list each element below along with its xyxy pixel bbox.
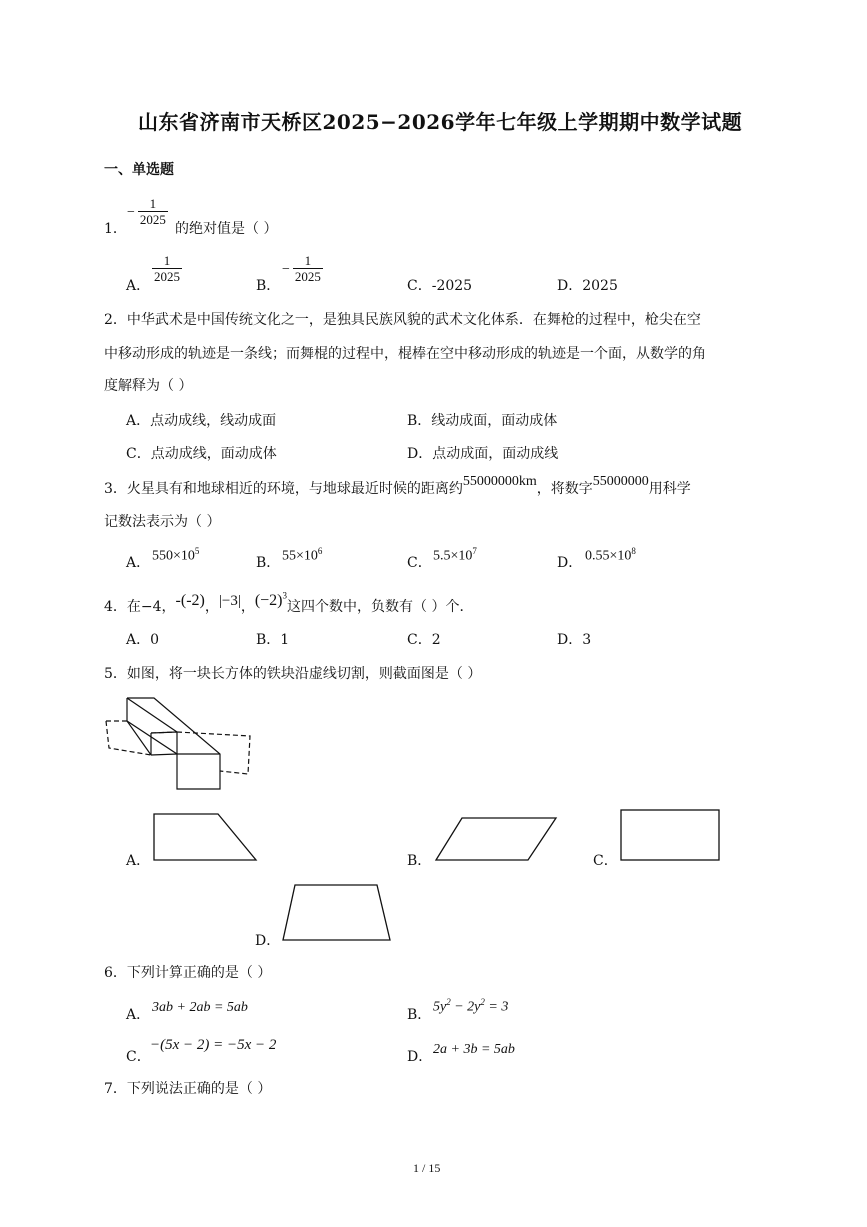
cuboid-figure — [104, 696, 252, 792]
option-b: B．1 — [256, 632, 290, 648]
option-a-label: A． — [126, 1007, 151, 1023]
question-stem: 6．下列计算正确的是（ ） — [104, 965, 272, 981]
option-b-label: B． — [256, 555, 281, 571]
option-b-label: B． — [256, 278, 281, 294]
option-c: C．点动成线，面动成体 — [126, 446, 277, 462]
option-c-label: C． — [126, 1049, 151, 1065]
option-a-label: A． — [126, 853, 151, 869]
option-d-value: $0.55\times 10^8$ — [585, 546, 636, 564]
option-c-label: C． — [407, 555, 432, 571]
option-b-value: $5y^2 - 2y^2 = 3$ — [433, 997, 509, 1015]
option-b-value: − $\frac{1}{2025}$ — [282, 253, 321, 284]
option-a-label: A． — [126, 278, 151, 294]
option-d-label: D． — [557, 555, 583, 571]
page-number: 1 / 15 — [413, 1161, 441, 1175]
option-d-value: 2a + 3b = 5ab — [433, 1042, 515, 1057]
option-a-value: 3ab + 2ab = 5ab — [152, 1000, 248, 1015]
option-a: A．点动成线，线动成面 — [126, 413, 277, 429]
option-a-value: $\frac{1}{2025}$ — [154, 253, 180, 284]
option-c-value: $5.5\times 10^7$ — [433, 546, 477, 564]
section-heading: 一、单选题 — [104, 162, 174, 178]
option-c: C．2 — [407, 632, 441, 648]
question-stem: 5．如图，将一块长方体的铁块沿虚线切割，则截面图是（ ） — [104, 666, 482, 682]
option-b-value: $55\times 10^6$ — [282, 546, 323, 564]
option-a-label: A． — [126, 555, 151, 571]
question-stem: 的绝对值是（ ） — [175, 221, 278, 237]
option-c-value: −(5x − 2) = −5x − 2 — [150, 1037, 277, 1053]
option-a-value: $550\times 10^5$ — [152, 546, 200, 564]
option-b-label: B． — [407, 853, 432, 869]
question-text-line: 4．在−4，-(-2)，|−3|，$(-2)^3$这四个数中，负数有（ ）个． — [104, 590, 474, 615]
option-d: D．点动成面，面动成线 — [407, 446, 559, 462]
option-b: B．线动成面，面动成体 — [407, 413, 558, 429]
question-text-line: 中移动形成的轨迹是一条线；而舞棍的过程中，棍棒在空中移动形成的轨迹是一个面，从数学的角 — [104, 346, 706, 362]
option-b-label: B． — [407, 1007, 432, 1023]
option-c-shape — [619, 808, 723, 862]
option-d-shape — [281, 883, 393, 943]
question-text-line: 3．火星具有和地球相近的环境，与地球最近时候的距离约55000000km，将数字55000000用科学 — [104, 474, 691, 497]
question-7-stem: 7．下列说法正确的是（ ） — [104, 1081, 272, 1097]
option-d-label: D． — [407, 1049, 433, 1065]
page-title: 山东省济南市天桥区2025−2026学年七年级上学期期中数学试题 — [138, 110, 743, 134]
question-text-line: 2．中华武术是中国传统文化之一，是独具民族风貌的武术文化体系．在舞枪的过程中，枪尖在空 — [104, 312, 701, 328]
option-d: D．3 — [557, 632, 592, 648]
question-number: 1． — [104, 221, 127, 237]
question-1-expression: − $\frac{1}{2025}$ — [127, 196, 166, 227]
option-d-label: D． — [255, 933, 281, 949]
question-text-line: 记数法表示为（ ） — [104, 514, 221, 530]
option-c: C．-2025 — [407, 278, 473, 294]
question-text-line: 度解释为（ ） — [104, 378, 193, 394]
option-b-shape — [434, 816, 559, 862]
option-c-label: C． — [593, 853, 618, 869]
option-a: A．0 — [126, 632, 160, 648]
option-a-shape — [152, 812, 260, 862]
option-d: D．2025 — [557, 278, 618, 294]
